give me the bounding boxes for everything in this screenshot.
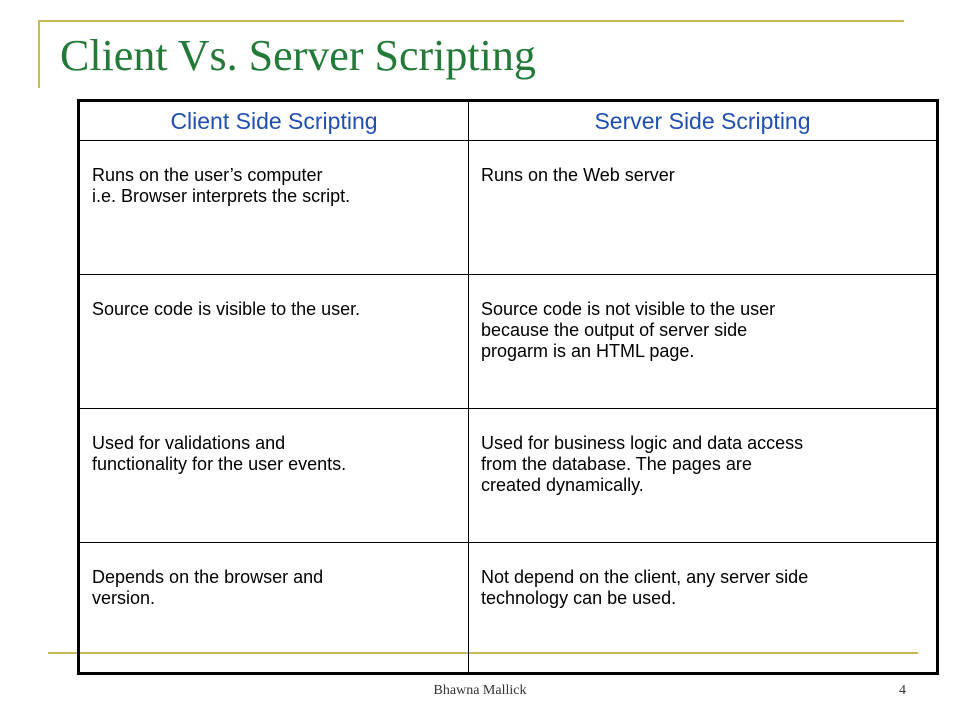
table-row bbox=[79, 543, 938, 674]
cell-text: Used for business logic and data access from the database. The pages are created dynamically. bbox=[481, 433, 804, 495]
client-cell bbox=[79, 409, 469, 543]
cell-text: Depends on the browser and version. bbox=[92, 567, 324, 608]
page-number: 4 bbox=[899, 683, 906, 698]
header-server-side: Server Side Scripting bbox=[469, 101, 938, 141]
cell-text: Used for validations and functionality for the user events. bbox=[92, 433, 347, 474]
footer-author: Bhawna Mallick bbox=[433, 683, 527, 698]
server-cell bbox=[469, 409, 938, 543]
server-cell bbox=[469, 141, 938, 275]
left-accent-line bbox=[38, 20, 40, 88]
cell-text: Not depend on the client, any server side technology can be used. bbox=[481, 567, 809, 608]
table-header-row bbox=[79, 101, 938, 141]
server-cell bbox=[469, 275, 938, 409]
cell-text: Source code is visible to the user. bbox=[92, 299, 361, 319]
client-cell bbox=[79, 141, 469, 275]
cell-text: Runs on the Web server bbox=[481, 165, 675, 185]
top-accent-line bbox=[38, 20, 904, 22]
header-client-side: Client Side Scripting bbox=[79, 101, 469, 141]
table-row bbox=[79, 409, 938, 543]
client-cell bbox=[79, 275, 469, 409]
slide-title: Client Vs. Server Scripting bbox=[60, 31, 536, 80]
client-cell bbox=[79, 543, 469, 674]
table-row bbox=[79, 141, 938, 275]
server-cell bbox=[469, 543, 938, 674]
cell-text: Runs on the user’s computer i.e. Browser interprets the script. bbox=[92, 165, 351, 206]
table-row bbox=[79, 275, 938, 409]
comparison-table bbox=[77, 99, 939, 675]
cell-text: Source code is not visible to the user because the output of server side progarm is an HTML page. bbox=[481, 299, 776, 361]
